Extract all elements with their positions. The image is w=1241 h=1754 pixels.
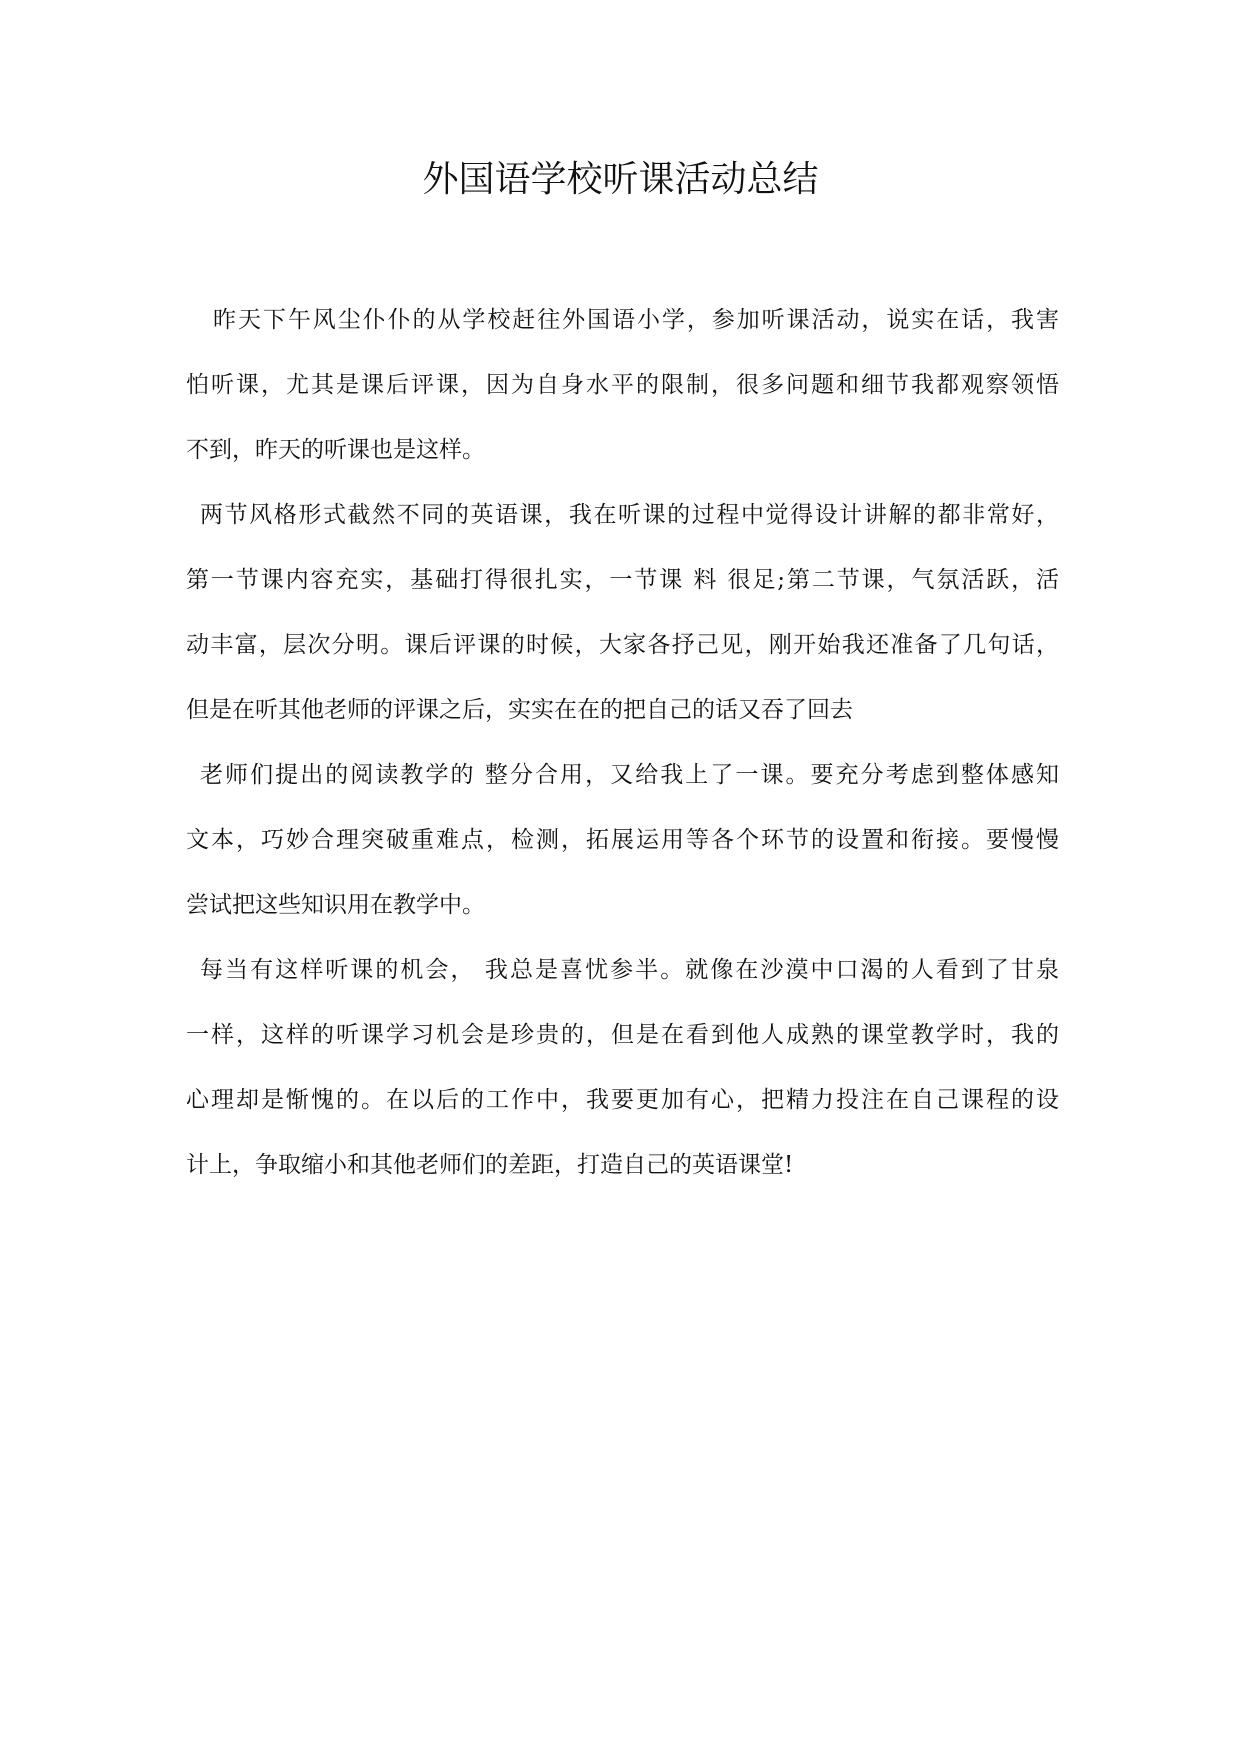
paragraph-2-line-3: 动丰富，层次分明。课后评课的时候，大家各抒己见，刚开始我还准备了几句话， xyxy=(186,632,1059,658)
paragraph-4-line-2: 一样，这样的听课学习机会是珍贵的，但是在看到他人成熟的课堂教学时，我的 xyxy=(186,1022,1059,1048)
paragraph-1-line-1: 昨天下午风尘仆仆的从学校赶往外国语小学，参加听课活动，说实在话，我害 xyxy=(213,307,1059,333)
paragraph-1-line-2: 怕听课，尤其是课后评课，因为自身水平的限制，很多问题和细节我都观察领悟 xyxy=(186,372,1059,398)
paragraph-2-line-1: 两节风格形式截然不同的英语课，我在听课的过程中觉得设计讲解的都非常好， xyxy=(200,502,1059,528)
document-title: 外国语学校听课活动总结 xyxy=(422,159,819,200)
paragraph-2-line-2: 第一节课内容充实，基础打得很扎实，一节课 料 很足;第二节课，气氛活跃，活 xyxy=(186,567,1059,593)
paragraph-1-line-3: 不到，昨天的听课也是这样。 xyxy=(186,437,485,463)
paragraph-3-line-1: 老师们提出的阅读教学的 整分合用，又给我上了一课。要充分考虑到整体感知 xyxy=(200,762,1059,788)
paragraph-4-line-1: 每当有这样听课的机会， 我总是喜忧参半。就像在沙漠中口渴的人看到了甘泉 xyxy=(200,957,1059,983)
document-body xyxy=(186,288,1059,1198)
paragraph-4-line-4: 计上，争取缩小和其他老师们的差距，打造自己的英语课堂! xyxy=(186,1152,794,1178)
paragraph-3-line-3: 尝试把这些知识用在教学中。 xyxy=(186,892,485,918)
paragraph-2-line-4: 但是在听其他老师的评课之后，实实在在的把自己的话又吞了回去 xyxy=(186,697,853,723)
paragraph-4-line-3: 心理却是惭愧的。在以后的工作中，我要更加有心，把精力投注在自己课程的设 xyxy=(186,1087,1059,1113)
paragraph-3-line-2: 文本，巧妙合理突破重难点，检测，拓展运用等各个环节的设置和衔接。要慢慢 xyxy=(186,827,1059,853)
